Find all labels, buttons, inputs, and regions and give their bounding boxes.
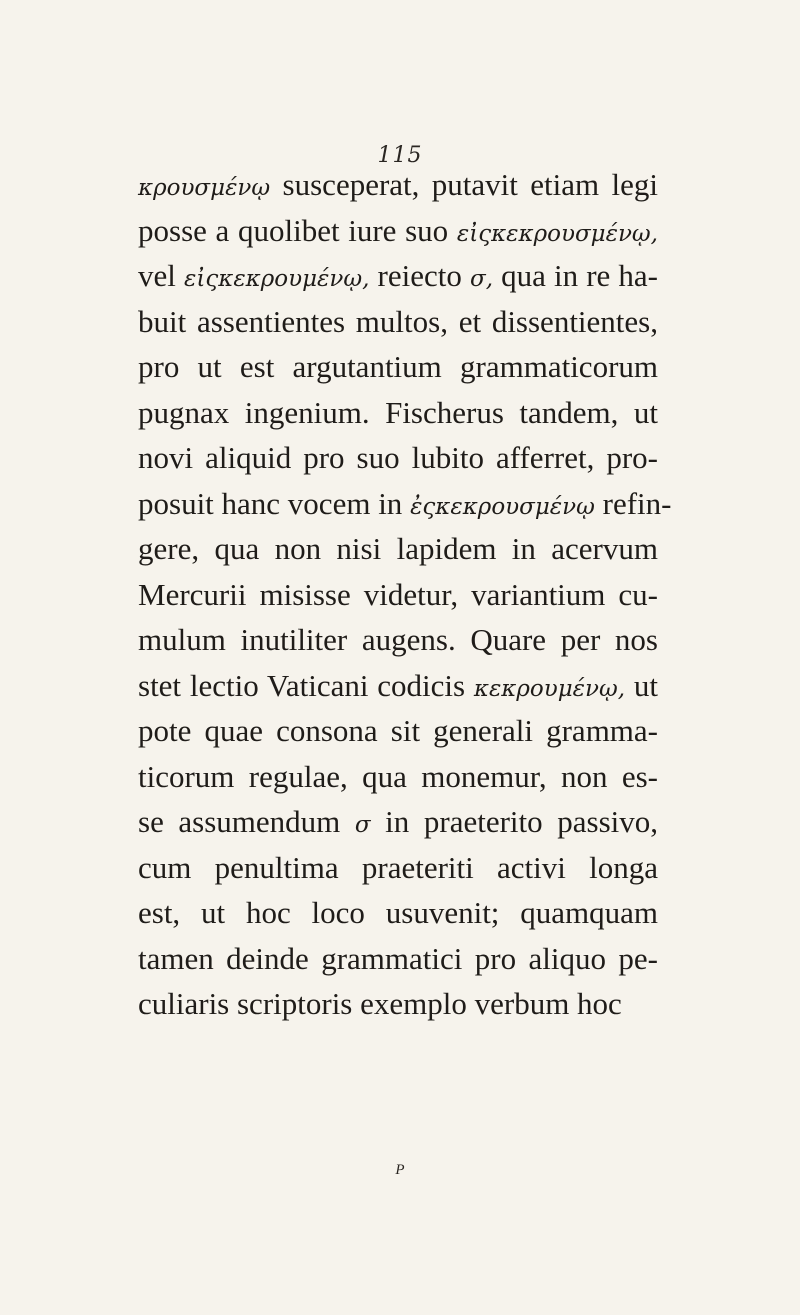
text-line bbox=[138, 526, 658, 572]
latin-text: culiaris scriptoris exemplo verbum hoc bbox=[138, 986, 622, 1021]
greek-word: εἰςκεκρουμένῳ, bbox=[184, 266, 370, 292]
latin-text: pote quae consona sit generali gramma- bbox=[138, 713, 658, 748]
text-line bbox=[138, 799, 658, 845]
text-line bbox=[138, 890, 658, 936]
text-line bbox=[138, 663, 658, 709]
latin-text: ticorum regulae, qua monemur, non es- bbox=[138, 758, 658, 794]
text-line bbox=[138, 617, 658, 663]
greek-word: εἰςκεκρουσμένῳ, bbox=[456, 220, 658, 247]
latin-text: reiecto bbox=[369, 258, 470, 293]
latin-text: in praeterito passivo, bbox=[370, 804, 658, 839]
latin-text: buit assentientes multos, et dissentientes, bbox=[138, 303, 658, 339]
latin-text: qua in re ha- bbox=[493, 258, 659, 293]
latin-text: cum penultima praeteriti activi longa bbox=[138, 849, 658, 885]
latin-text: novi aliquid pro suo lubito afferret, pro- bbox=[138, 440, 658, 475]
latin-text: se assumendum bbox=[138, 804, 355, 839]
latin-text: Mercurii misisse videtur, variantium cu- bbox=[138, 576, 658, 612]
latin-text: posuit hanc vocem in bbox=[138, 485, 411, 521]
text-line bbox=[138, 390, 658, 436]
latin-text: tamen deinde grammatici pro aliquo pe- bbox=[138, 940, 658, 976]
latin-text: refin- bbox=[594, 485, 672, 521]
greek-word: σ, bbox=[470, 266, 494, 292]
greek-word: ἐςκεκρουσμένῳ bbox=[410, 493, 595, 520]
text-line bbox=[138, 208, 658, 254]
latin-text: gere, qua non nisi lapidem in acervum bbox=[138, 531, 658, 566]
latin-text: posse a quolibet iure suo bbox=[138, 212, 457, 248]
latin-text: susceperat, putavit etiam legi bbox=[270, 167, 658, 202]
latin-text: pugnax ingenium. Fischerus tandem, ut bbox=[138, 394, 658, 430]
page-number: 115 bbox=[377, 143, 423, 168]
latin-text: ut bbox=[625, 667, 658, 703]
latin-text: est, ut hoc loco usuvenit; quamquam bbox=[138, 895, 658, 930]
text-line bbox=[138, 936, 658, 982]
text-line bbox=[138, 572, 658, 618]
text-line bbox=[138, 481, 672, 527]
text-line bbox=[138, 344, 658, 390]
text-line bbox=[138, 162, 658, 208]
body-text bbox=[138, 162, 672, 1027]
text-line bbox=[138, 754, 658, 800]
latin-text: mulum inutiliter augens. Quare per nos bbox=[138, 622, 658, 657]
greek-word: κρουσμένῳ bbox=[138, 175, 271, 201]
latin-text: pro ut est argutantium grammaticorum bbox=[138, 349, 658, 384]
text-line bbox=[138, 299, 658, 345]
text-line bbox=[138, 708, 658, 754]
text-line bbox=[138, 435, 658, 481]
signature-mark: P bbox=[395, 1162, 405, 1178]
latin-text: stet lectio Vaticani codicis bbox=[138, 667, 474, 703]
greek-word: σ bbox=[354, 812, 371, 838]
text-line bbox=[138, 253, 658, 299]
text-line bbox=[138, 845, 658, 891]
text-line bbox=[138, 981, 658, 1027]
greek-word: κεκρουμένῳ, bbox=[473, 675, 626, 702]
latin-text: vel bbox=[138, 258, 184, 293]
